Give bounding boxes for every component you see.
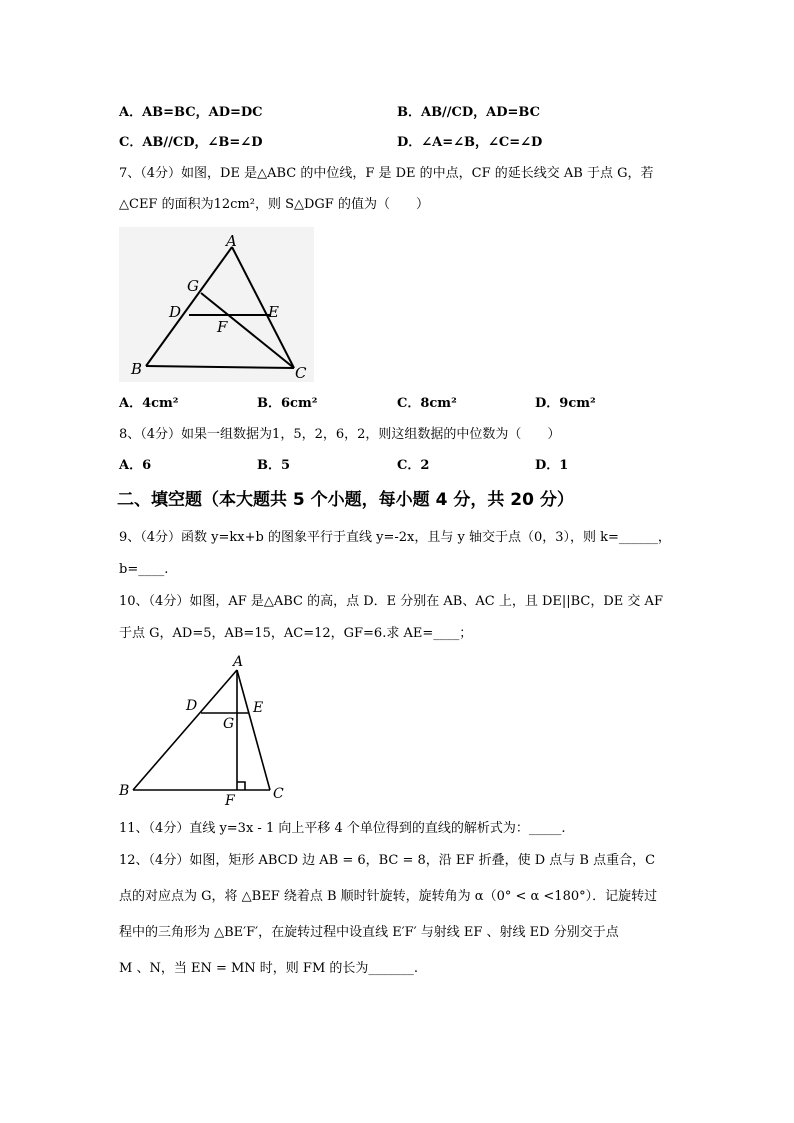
q10-triangle-figure <box>117 652 287 812</box>
q7-option-b: B．6cm² <box>257 396 318 411</box>
q10-label-f: F <box>225 793 235 809</box>
q6-option-d: D．∠A=∠B，∠C=∠D <box>397 135 543 150</box>
q8-option-b: B．5 <box>257 458 291 473</box>
q10-side-ac <box>237 670 270 790</box>
q7-text-line1: 7、（4分）如图，DE 是△ABC 的中位线，F 是 DE 的中点，CF 的延长线交 AB 于点 G，若 <box>119 166 654 181</box>
q7-label-e: E <box>268 303 279 321</box>
q10-label-e: E <box>253 700 264 716</box>
q12-text-line1: 12、（4分）如图，矩形 ABCD 边 AB = 6，BC = 8，沿 EF 折叠，使 D 点与 B 点重合，C <box>119 853 656 868</box>
q7-option-a: A．4cm² <box>119 396 179 411</box>
section-2-heading: 二、填空题（本大题共 5 个小题，每小题 4 分，共 20 分） <box>117 490 574 510</box>
q10-text-line2: 于点 G，AD=5，AB=15，AC=12，GF=6.求 AE=____； <box>119 626 473 641</box>
q9-text-line2: b=____. <box>119 562 169 577</box>
q9-text-line1: 9、（4分）函数 y=kx+b 的图象平行于直线 y=-2x，且与 y 轴交于点（0，3），则 k=______， <box>119 530 671 545</box>
q7-option-d: D．9cm² <box>535 396 596 411</box>
q10-label-b: B <box>119 783 130 799</box>
q7-label-c: C <box>295 364 307 382</box>
q8-option-a: A．6 <box>119 458 152 473</box>
q8-text: 8、（4分）如果一组数据为1，5，2，6，2，则这组数据的中位数为（ ） <box>119 427 561 442</box>
q7-label-g: G <box>187 277 199 295</box>
q6-option-b: B．AB//CD，AD=BC <box>397 105 541 120</box>
q8-option-c: C．2 <box>397 458 430 473</box>
q12-text-line3: 程中的三角形为 △BE′F′，在旋转过程中设直线 E′F′ 与射线 EF 、射线 ED 分别交于点 <box>119 925 619 940</box>
q10-label-a: A <box>233 654 244 670</box>
q10-side-ab <box>133 670 237 790</box>
q12-text-line2: 点的对应点为 G，将 △BEF 绕着点 B 顺时针旋转，旋转角为 α（0° < α <180°）．记旋转过 <box>119 889 658 904</box>
q7-label-d: D <box>169 303 182 321</box>
q12-text-line4: M 、N，当 EN = MN 时，则 FM 的长为_______. <box>119 961 419 976</box>
q7-label-a: A <box>226 232 237 250</box>
q7-label-b: B <box>131 360 143 378</box>
q10-right-angle-mark <box>237 782 245 790</box>
q11-text: 11、（4分）直线 y=3x - 1 向上平移 4 个单位得到的直线的解析式为：_____. <box>119 821 566 836</box>
q8-option-d: D．1 <box>535 458 569 473</box>
q10-label-c: C <box>273 786 284 802</box>
q7-label-f: F <box>217 318 228 336</box>
q10-label-d: D <box>186 698 198 714</box>
q6-option-a: A．AB=BC，AD=DC <box>119 105 263 120</box>
q7-triangle-figure <box>119 227 314 382</box>
q7-text-line2: △CEF 的面积为12cm²，则 S△DGF 的值为（ ） <box>119 197 429 212</box>
q6-option-c: C．AB//CD，∠B=∠D <box>119 135 263 150</box>
q10-text-line1: 10、（4分）如图，AF 是△ABC 的高，点 D．E 分别在 AB、AC 上，且 DE||BC，DE 交 AF <box>119 594 663 609</box>
q10-label-g: G <box>223 716 235 732</box>
q7-option-c: C．8cm² <box>397 396 457 411</box>
